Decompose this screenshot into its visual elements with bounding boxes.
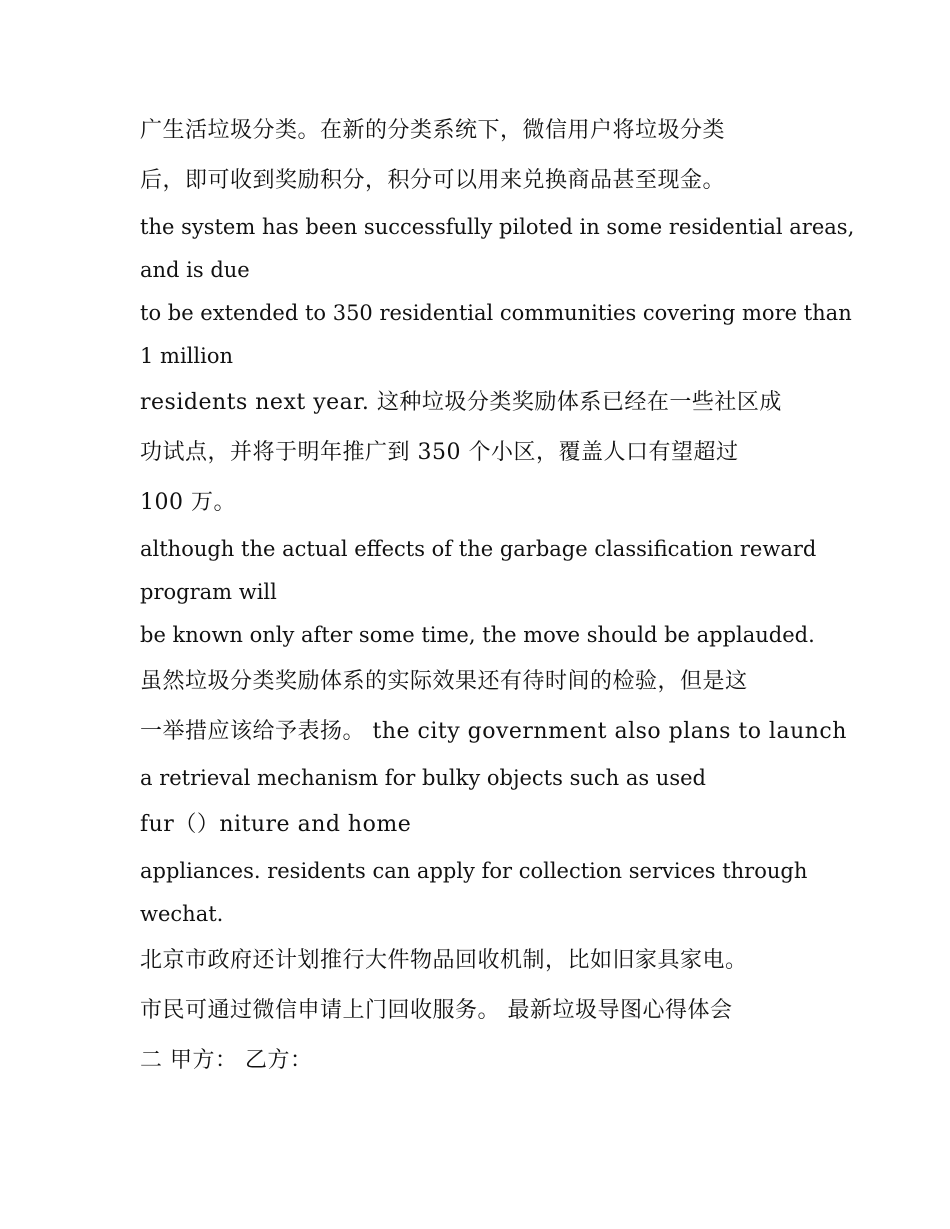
text-line: 100 万。 — [140, 490, 236, 515]
text-line: 市民可通过微信申请上门回收服务。 最新垃圾导图心得体会 — [140, 998, 733, 1023]
text-line: 二 甲方： 乙方： — [140, 1048, 313, 1073]
document-page — [140, 106, 855, 1086]
text-line: 1 million — [140, 344, 233, 368]
text-line: 广生活垃圾分类。在新的分类系统下，微信用户将垃圾分类 — [140, 118, 726, 143]
text-line: 后，即可收到奖励积分，积分可以用来兑换商品甚至现金。 — [140, 168, 726, 193]
text-line: the system has been successfully piloted in some residential areas, — [140, 215, 855, 239]
text-line: program will — [140, 580, 277, 604]
text-line: fur（）niture and home — [140, 812, 412, 837]
text-line: although the actual effects of the garbage classification reward — [140, 537, 817, 561]
text-line: wechat. — [140, 902, 224, 926]
text-line: a retrieval mechanism for bulky objects such as used — [140, 766, 706, 790]
text-line: 北京市政府还计划推行大件物品回收机制，比如旧家具家电。 — [140, 948, 748, 973]
text-line: residents next year. 这种垃圾分类奖励体系已经在一些社区成 — [140, 390, 782, 415]
text-line: 功试点，并将于明年推广到 350 个小区，覆盖人口有望超过 — [140, 440, 739, 465]
text-line: 一举措应该给予表扬。 the city government also plans to launch — [140, 719, 847, 744]
text-line: appliances. residents can apply for collection services through — [140, 859, 808, 883]
text-line: be known only after some time, the move should be applauded. — [140, 623, 815, 647]
text-line: and is due — [140, 258, 250, 282]
text-line: 虽然垃圾分类奖励体系的实际效果还有待时间的检验，但是这 — [140, 669, 748, 694]
text-line: to be extended to 350 residential communities covering more than — [140, 301, 852, 325]
